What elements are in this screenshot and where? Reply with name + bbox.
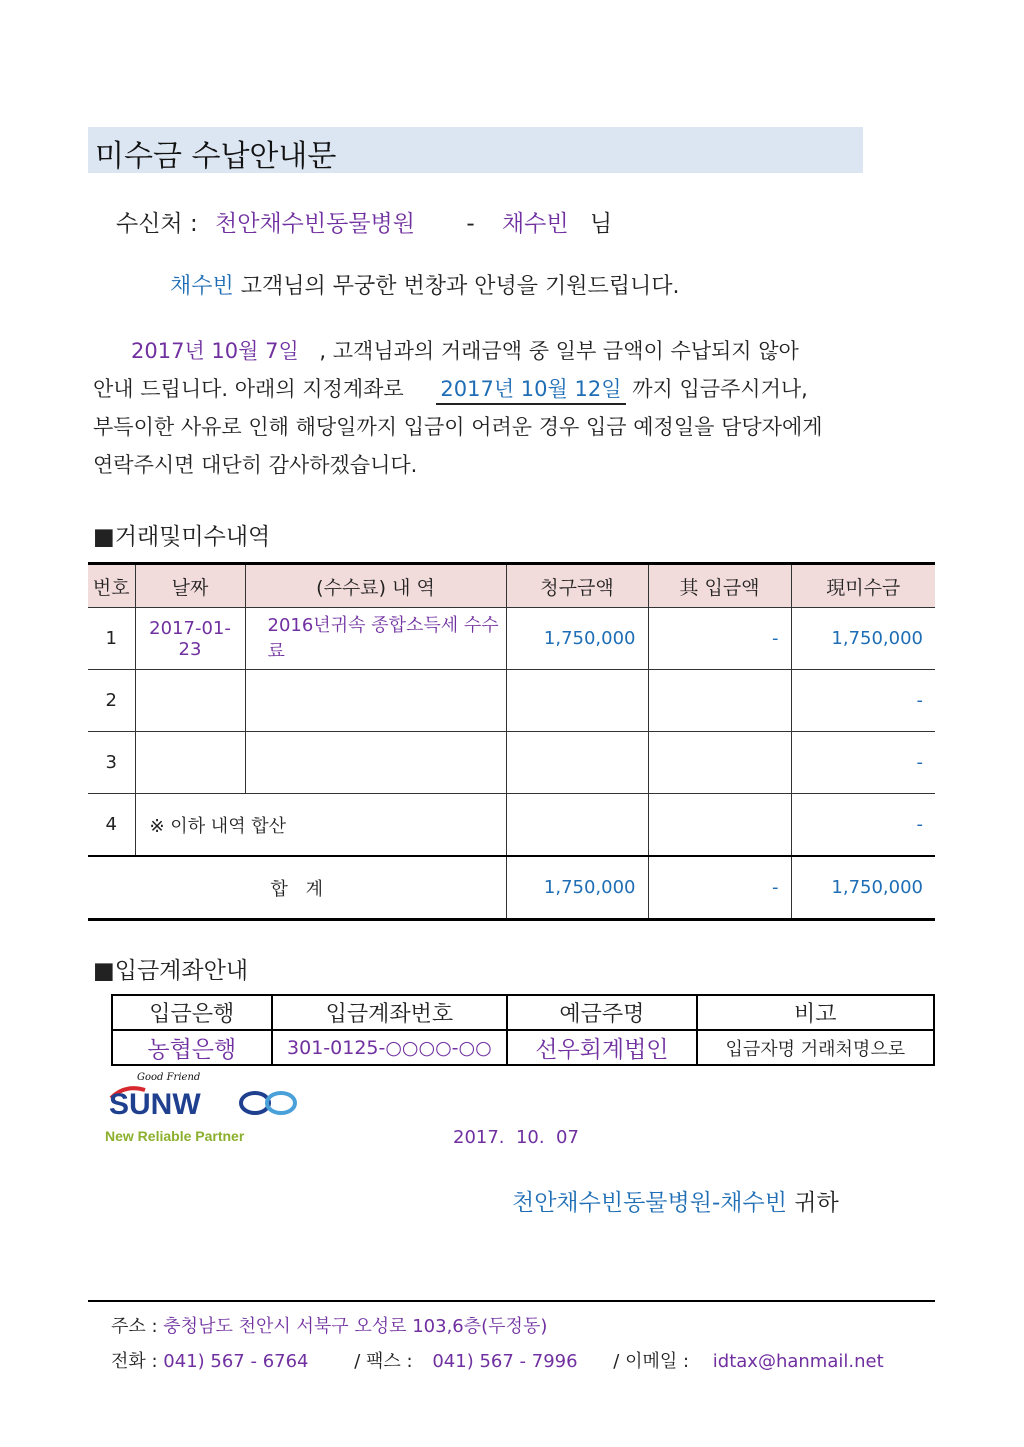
row-paid: - [648, 608, 791, 670]
total-row [88, 856, 935, 920]
total-billed: 1,750,000 [506, 856, 648, 920]
account-row [112, 1030, 934, 1065]
row-no: 3 [88, 732, 135, 794]
row-paid [648, 670, 791, 732]
header-date: 날짜 [135, 564, 245, 608]
total-paid: - [648, 856, 791, 920]
transactions-table [88, 562, 935, 921]
fax-label: / 팩스 : [354, 1351, 413, 1372]
body-line-3: 부득이한 사유로 인해 해당일까지 입금이 어려운 경우 입금 예정일을 담당자에게 [93, 415, 823, 439]
account-header-holder: 예금주명 [507, 995, 697, 1030]
row-desc: 2016년귀속 종합소득세 수수료 [245, 608, 506, 670]
header-due: 現미수금 [791, 564, 935, 608]
account-number: 301-0125-○○○○-○○ [272, 1030, 508, 1065]
svg-text:SUNW: SUNW [109, 1088, 201, 1121]
address-label: 주소 : [111, 1316, 158, 1337]
row-due: - [791, 732, 935, 794]
total-due: 1,750,000 [791, 856, 935, 920]
row-paid [648, 794, 791, 857]
recipient-suffix: 님 [589, 211, 613, 237]
email-label: / 이메일 : [613, 1351, 690, 1372]
row-date [135, 670, 245, 732]
body-date2: 2017년 10월 12일 [436, 377, 625, 405]
recipient-dash: - [466, 211, 475, 237]
row-date: 2017-01-23 [135, 608, 245, 670]
row-no: 4 [88, 794, 135, 857]
recipient-label: 수신처 : [116, 211, 198, 237]
issue-date: 2017. 10. 07 [453, 1127, 579, 1148]
addressee-name: 천안채수빈동물병원-채수빈 [512, 1190, 787, 1216]
transactions-header-row [88, 564, 935, 608]
row-billed [506, 670, 648, 732]
logo-tagline: New Reliable Partner [105, 1128, 245, 1144]
recipient-company: 천안채수빈동물병원 [215, 211, 415, 237]
row-billed [506, 732, 648, 794]
footer-address [111, 1312, 547, 1338]
account-table [111, 994, 935, 1066]
row-desc: ※ 이하 내역 합산 [135, 794, 506, 857]
page-title: 미수금 수납안내문 [95, 139, 337, 174]
section-account-heading: ■입금계좌안내 [93, 958, 249, 984]
body-line-1 [131, 335, 799, 365]
total-label: 합 계 [88, 856, 506, 920]
body-line-2 [93, 373, 808, 403]
body-text1: , 고객님과의 거래금액 중 일부 금액이 수납되지 않아 [319, 339, 799, 363]
table-row [88, 670, 935, 732]
header-desc: (수수료) 내 역 [245, 564, 506, 608]
account-holder: 선우회계법인 [507, 1030, 697, 1065]
row-no: 2 [88, 670, 135, 732]
row-billed: 1,750,000 [506, 608, 648, 670]
header-billed: 청구금액 [506, 564, 648, 608]
row-paid [648, 732, 791, 794]
logo-word-mark [105, 1078, 305, 1122]
row-no: 1 [88, 608, 135, 670]
footer-contact [111, 1347, 884, 1373]
body-text2a: 안내 드립니다. 아래의 지정계좌로 [93, 377, 404, 401]
addressee-suffix: 귀하 [794, 1190, 839, 1216]
account-header-bank: 입금은행 [112, 995, 272, 1030]
address-value: 충청남도 천안시 서북구 오성로 103,6층(두정동) [163, 1316, 548, 1337]
footer-divider [88, 1300, 935, 1302]
section-transactions-heading: ■거래및미수내역 [93, 524, 271, 550]
account-header-row [112, 995, 934, 1030]
recipient-person: 채수빈 [501, 211, 569, 237]
phone-label: 전화 : [111, 1351, 158, 1372]
account-header-number: 입금계좌번호 [272, 995, 508, 1030]
logo-small-text: Good Friend [137, 1072, 201, 1083]
fax-value: 041) 567 - 7996 [432, 1351, 578, 1372]
row-due: - [791, 794, 935, 857]
table-row [88, 608, 935, 670]
greeting-text: 고객님의 무궁한 번창과 안녕을 기원드립니다. [240, 274, 680, 299]
account-note: 입금자명 거래처명으로 [697, 1030, 934, 1065]
company-logo [105, 1072, 305, 1152]
table-row [88, 732, 935, 794]
row-desc [245, 670, 506, 732]
email-value[interactable]: idtax@hanmail.net [712, 1351, 884, 1372]
greeting-line [170, 269, 680, 300]
row-billed [506, 794, 648, 857]
row-due: - [791, 670, 935, 732]
row-date [135, 732, 245, 794]
phone-value: 041) 567 - 6764 [163, 1351, 309, 1372]
header-paid: 其 입금액 [648, 564, 791, 608]
body-date1: 2017년 10월 7일 [131, 339, 299, 363]
header-no: 번호 [88, 564, 135, 608]
account-header-note: 비고 [697, 995, 934, 1030]
account-bank: 농협은행 [112, 1030, 272, 1065]
greeting-name: 채수빈 [170, 274, 234, 299]
body-text2b: 까지 입금주시거나, [632, 377, 808, 401]
row-desc [245, 732, 506, 794]
body-line-4: 연락주시면 대단히 감사하겠습니다. [93, 453, 418, 477]
recipient-line [116, 205, 612, 238]
addressee-line [512, 1184, 839, 1217]
table-row [88, 794, 935, 857]
row-due: 1,750,000 [791, 608, 935, 670]
